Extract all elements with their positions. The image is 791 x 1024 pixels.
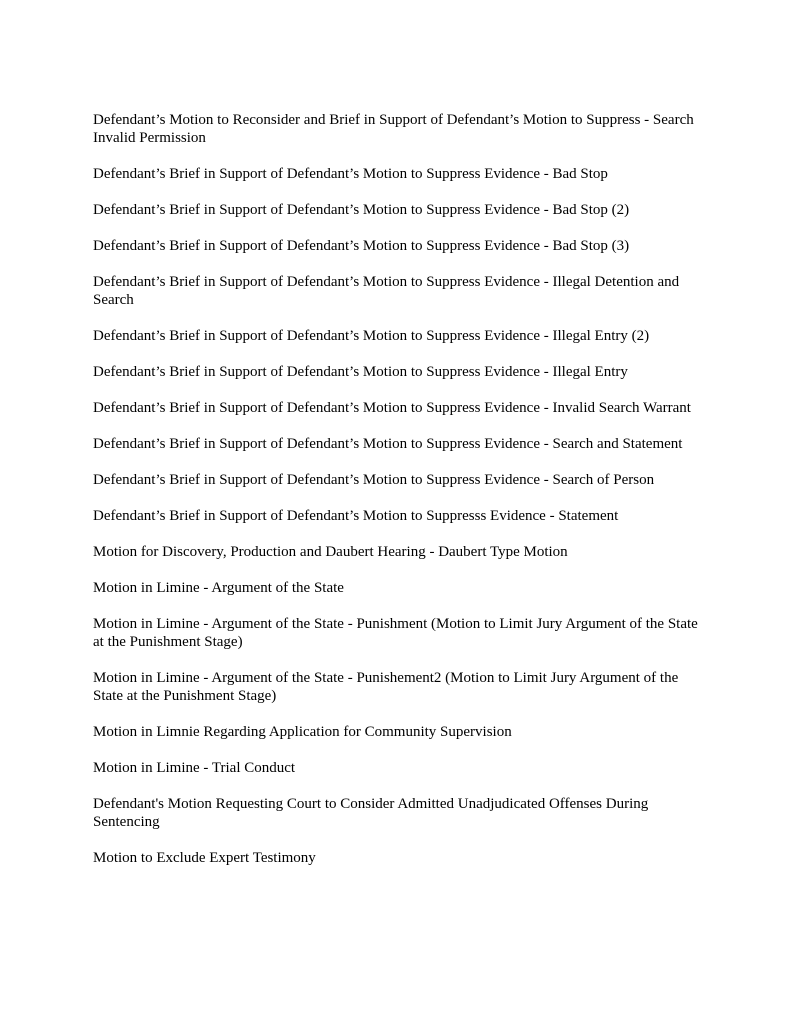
list-item: Defendant’s Brief in Support of Defendant’s Motion to Suppress Evidence - Illegal Entry bbox=[93, 364, 628, 380]
list-item: Defendant’s Brief in Support of Defendant’s Motion to Suppress Evidence - Search of Person bbox=[93, 472, 655, 488]
list-item: Motion for Discovery, Production and Daubert Hearing - Daubert Type Motion bbox=[93, 544, 568, 560]
list-item: Defendant's Motion Requesting Court to Consider Admitted Unadjudicated Offenses During Sentencing bbox=[93, 796, 649, 830]
list-item: Motion in Limine - Argument of the State - Punishment (Motion to Limit Jury Argument of the State at the Punishment Stage) bbox=[93, 616, 698, 650]
list-item: Defendant’s Brief in Support of Defendant’s Motion to Suppresss Evidence - Statement bbox=[93, 508, 619, 524]
list-item: Defendant’s Brief in Support of Defendant’s Motion to Suppress Evidence - Bad Stop (2) bbox=[93, 202, 630, 218]
list-item: Defendant’s Brief in Support of Defendant’s Motion to Suppress Evidence - Bad Stop bbox=[93, 166, 608, 182]
list-item: Motion to Exclude Expert Testimony bbox=[93, 850, 316, 866]
list-item: Defendant’s Brief in Support of Defendant’s Motion to Suppress Evidence - Illegal Entry (2) bbox=[93, 328, 650, 344]
list-item: Motion in Limine - Argument of the State - Punishement2 (Motion to Limit Jury Argument of the State at the Punishment Stage) bbox=[93, 670, 679, 704]
list-item: Defendant’s Motion to Reconsider and Brief in Support of Defendant’s Motion to Suppress - Search Invalid Permission bbox=[93, 112, 694, 146]
list-item: Motion in Limine - Argument of the State bbox=[93, 580, 344, 596]
list-item: Motion in Limine - Trial Conduct bbox=[93, 760, 296, 776]
list-item: Defendant’s Brief in Support of Defendant’s Motion to Suppress Evidence - Illegal Detention and Search bbox=[93, 274, 680, 308]
list-item: Defendant’s Brief in Support of Defendant’s Motion to Suppress Evidence - Invalid Search Warrant bbox=[93, 400, 691, 416]
motion-list bbox=[93, 111, 698, 885]
list-item: Defendant’s Brief in Support of Defendant’s Motion to Suppress Evidence - Search and Statement bbox=[93, 436, 683, 452]
list-item: Defendant’s Brief in Support of Defendant’s Motion to Suppress Evidence - Bad Stop (3) bbox=[93, 238, 630, 254]
list-item: Motion in Limnie Regarding Application for Community Supervision bbox=[93, 724, 512, 740]
